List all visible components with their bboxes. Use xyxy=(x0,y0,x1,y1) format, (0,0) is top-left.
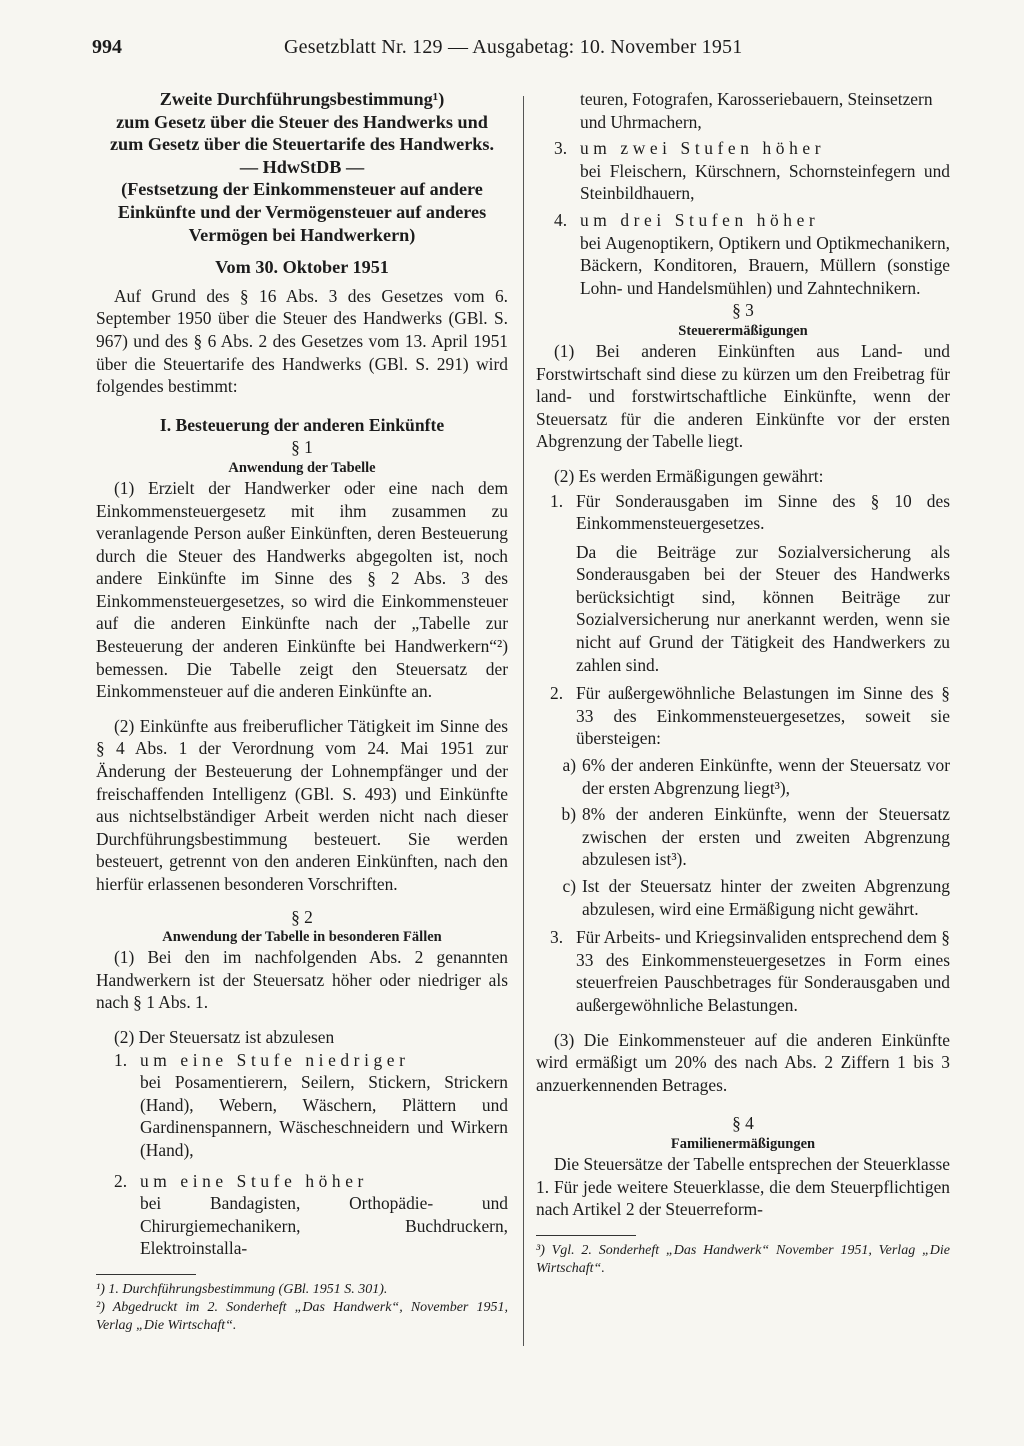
preamble: Auf Grund des § 16 Abs. 3 des Gesetzes vom 6. September 1950 über die Steuer des Handwerks (GBl. S. 967) und des § 6 Abs. 2 des Gesetzes vom 13. April 1951 über die Steuertarife des Handwerks (GBl. S. 291) wird folgendes bestimmt: xyxy=(96,285,508,397)
paragraph-text: (2) Es werden Ermäßigungen gewährt: xyxy=(554,465,824,486)
paragraph-number: § 2 xyxy=(291,906,313,927)
regulation-date: Vom 30. Oktober 1951 xyxy=(215,257,389,278)
list-item: 1. Für Sonderausgaben im Sinne des § 10 des Einkommensteuergesetzes. Da die Beiträge zur Sozialversicherung als Sonderausgaben bei der Steuer des Handwerks berücksichtigt sind, können Beiträge zur Sozialversicherung nur anerkannt werden, wenn sie nicht auf Grund der Tätigkeit des Handwerkers zu zahlen sind. xyxy=(550,490,950,675)
list-item: 1. um eine Stufe niedriger bei Posamentierern, Seilern, Stickern, Strickern (Hand), Webern, Wäschern, Plättern und Gardinenspannern, Wäscheschneidern und Wirkern (Hand), xyxy=(114,1049,508,1160)
page-header xyxy=(92,36,952,64)
list-item-note: Da die Beiträge zur Sozialversicherung als Sonderausgaben bei der Steuer des Handwerks berücksichtigt sind, können Beiträge zur Sozialversicherung nur anerkannt werden, wenn sie nicht auf Grund der Tätigkeit des Handwerkers zu zahlen sind. xyxy=(576,541,950,675)
list-item: 3. Für Arbeits- und Kriegsinvaliden entsprechend dem § 33 des Einkommensteuergesetzes in Form eines steuerfreien Pauschbetrages für Sonderausgaben und außergewöhnliche Belastungen. xyxy=(550,927,950,1015)
paragraph-text: (3) Die Einkommensteuer auf die anderen Einkünfte wird ermäßigt um 20% des nach Abs. 2 Ziffern 1 bis 3 anzuerkennenden Betrages. xyxy=(536,1029,950,1095)
paragraph-text: (2) Der Steuersatz ist abzulesen xyxy=(114,1026,335,1047)
title-line: — HdwStDB — xyxy=(239,156,365,177)
spaced-label: um eine Stufe niedriger xyxy=(140,1049,410,1070)
paragraph-number: § 4 xyxy=(732,1113,754,1134)
sub-item: b) 8% der anderen Einkünfte, wenn der Steuersatz zwischen der ersten und zweiten Abgrenzung abzulesen ist³). xyxy=(561,804,950,870)
list-item: 2. um eine Stufe höher bei Bandagisten, Orthopädie- und Chirurgiemechanikern, Buchdruckern, Elektroinstalla- xyxy=(114,1170,508,1259)
list-item-text: bei Bandagisten, Orthopädie- und Chirurgiemechanikern, Buchdruckern, Elektroinstalla- xyxy=(140,1193,508,1259)
spaced-label: um eine Stufe höher xyxy=(140,1170,368,1191)
footnote-rule xyxy=(536,1235,636,1236)
paragraph-text: (2) Einkünfte aus freiberuflicher Tätigkeit im Sinne des § 4 Abs. 1 der Verordnung vom 24. Mai 1951 zur Änderung der Besteuerung der Lohnempfänger und der freischaffenden Intelligenz (GBl. S. 493) und Einkünfte aus nichtselbständiger Arbeit werden nicht nach dieser Durchführungsbestimmung besteuert. Sie werden besteuert, getrennt von den anderen Einkünften, nach den hierfür erlassenen besonderen Vorschriften. xyxy=(96,715,508,894)
paragraph-text: (1) Erzielt der Handwerker oder eine nach dem Einkommensteuergesetz mit ihm zusammen zu veranlagende Person außer Einkünften, deren Besteuerung durch die Steuer des Handwerks abgegolten ist, noch andere Einkünfte im Sinne des § 2 Abs. 3 des Einkommensteuergesetzes, so wird die Einkommensteuer auf die anderen Einkünfte nach der „Tabelle zur Besteuerung der anderen Einkünfte bei Handwerkern“²) bemessen. Die Tabelle zeigt den Steuersatz der Einkommensteuer auf die anderen Einkünfte an. xyxy=(96,477,508,702)
list-continuation: teuren, Fotografen, Karosseriebauern, Steinsetzern und Uhrmachern, xyxy=(580,89,933,132)
paragraph-heading: Familienermäßigungen xyxy=(670,1135,816,1152)
title-line: zum Gesetz über die Steuertarife des Handwerks. xyxy=(109,134,495,155)
title-line: Einkünfte und der Vermögensteuer auf anderes xyxy=(117,201,487,222)
footnote-rule xyxy=(96,1274,196,1275)
paragraph-text: Die Steuersätze der Tabelle entsprechen der Steuerklasse 1. Für jede weitere Steuerklasse, die dem Steuerpflichtigen nach Artikel 2 der Steuerreform- xyxy=(536,1153,950,1220)
list-item: 4. um drei Stufen höher bei Augenoptikern, Optikern und Optikmechanikern, Bäckern, Konditoren, Brauern, Müllern (sonstige Lohn- und Handelsmühlen) und Zahntechnikern. xyxy=(554,209,950,298)
paragraph-text: (1) Bei den im nachfolgenden Abs. 2 genannten Handwerkern ist der Steuersatz höher oder niedriger als nach § 1 Abs. 1. xyxy=(96,947,508,1013)
title-line: Zweite Durchführungsbestimmung¹) xyxy=(159,89,445,109)
title-line: Vermögen bei Handwerkern) xyxy=(188,224,416,245)
footnote: ³) Vgl. 2. Sonderheft „Das Handwerk“ November 1951, Verlag „Die Wirtschaft“. xyxy=(536,1242,950,1276)
paragraph-text: (1) Bei anderen Einkünften aus Land- und Forstwirtschaft sind diese zu kürzen um den Freibetrag für land- und forstwirtschaftliche Einkünfte, wenn der Steuersatz für die anderen Einkünfte vor der ersten Abgrenzung der Tabelle liegt. xyxy=(536,340,950,452)
regulation-title xyxy=(96,88,508,246)
list-item-text: Für außergewöhnliche Belastungen im Sinne des § 33 des Einkommensteuergesetzes, soweit sie übersteigen: xyxy=(576,683,950,749)
sub-item: a) 6% der anderen Einkünfte, wenn der Steuersatz vor der ersten Abgrenzung liegt³), xyxy=(562,755,950,798)
paragraph-heading: Anwendung der Tabelle in besonderen Fällen xyxy=(162,929,442,946)
spaced-label: um drei Stufen höher xyxy=(580,209,820,230)
list-item: 3. um zwei Stufen höher bei Fleischern, Kürschnern, Schornsteinfegern und Steinbildhauern, xyxy=(554,138,950,204)
title-line: (Festsetzung der Einkommensteuer auf andere xyxy=(121,179,483,200)
title-line: zum Gesetz über die Steuer des Handwerks und xyxy=(116,111,488,132)
list-item-text: bei Posamentierern, Seilern, Stickern, Strickern (Hand), Webern, Wäschern, Plättern und Gardinenspannern, Wäscheschneidern und Wirkern (Hand), xyxy=(140,1072,508,1160)
list-item: 2. Für außergewöhnliche Belastungen im Sinne des § 33 des Einkommensteuergesetzes, soweit sie übersteigen: xyxy=(550,683,950,749)
list-item-text: bei Augenoptikern, Optikern und Optikmechanikern, Bäckern, Konditoren, Brauern, Müllern (sonstige Lohn- und Handelsmühlen) und Zahntechnikern. xyxy=(580,232,950,298)
right-column xyxy=(536,88,950,1278)
section-heading: I. Besteuerung der anderen Einkünfte xyxy=(159,414,445,435)
spaced-label: um zwei Stufen höher xyxy=(580,138,826,159)
list-item-text: bei Fleischern, Kürschnern, Schornsteinfegern und Steinbildhauern, xyxy=(580,160,950,204)
list-item-text: Für Arbeits- und Kriegsinvaliden entsprechend dem § 33 des Einkommensteuergesetzes in Form eines steuerfreien Pauschbetrages für Sonderausgaben und außergewöhnliche Belastungen. xyxy=(576,927,950,1015)
sub-item: c) Ist der Steuersatz hinter der zweiten Abgrenzung abzulesen, wird eine Ermäßigung nicht gewährt. xyxy=(562,876,950,919)
paragraph-heading: Steuerermäßigungen xyxy=(678,322,808,339)
footnote: ¹) 1. Durchführungsbestimmung (GBl. 1951 S. 301). xyxy=(96,1281,388,1297)
list-item-text: Für Sonderausgaben im Sinne des § 10 des Einkommensteuergesetzes. xyxy=(576,490,950,534)
column-divider xyxy=(523,96,524,1346)
paragraph-number: § 1 xyxy=(291,437,313,458)
paragraph-heading: Anwendung der Tabelle xyxy=(228,459,376,476)
paragraph-number: § 3 xyxy=(732,300,754,321)
left-column xyxy=(96,88,508,1335)
gazette-title: Gesetzblatt Nr. 129 — Ausgabetag: 10. November 1951 xyxy=(284,36,743,58)
footnote: ²) Abgedruckt im 2. Sonderheft „Das Handwerk“, November 1951, Verlag „Die Wirtschaft“. xyxy=(96,1299,508,1333)
page-number: 994 xyxy=(92,36,122,58)
